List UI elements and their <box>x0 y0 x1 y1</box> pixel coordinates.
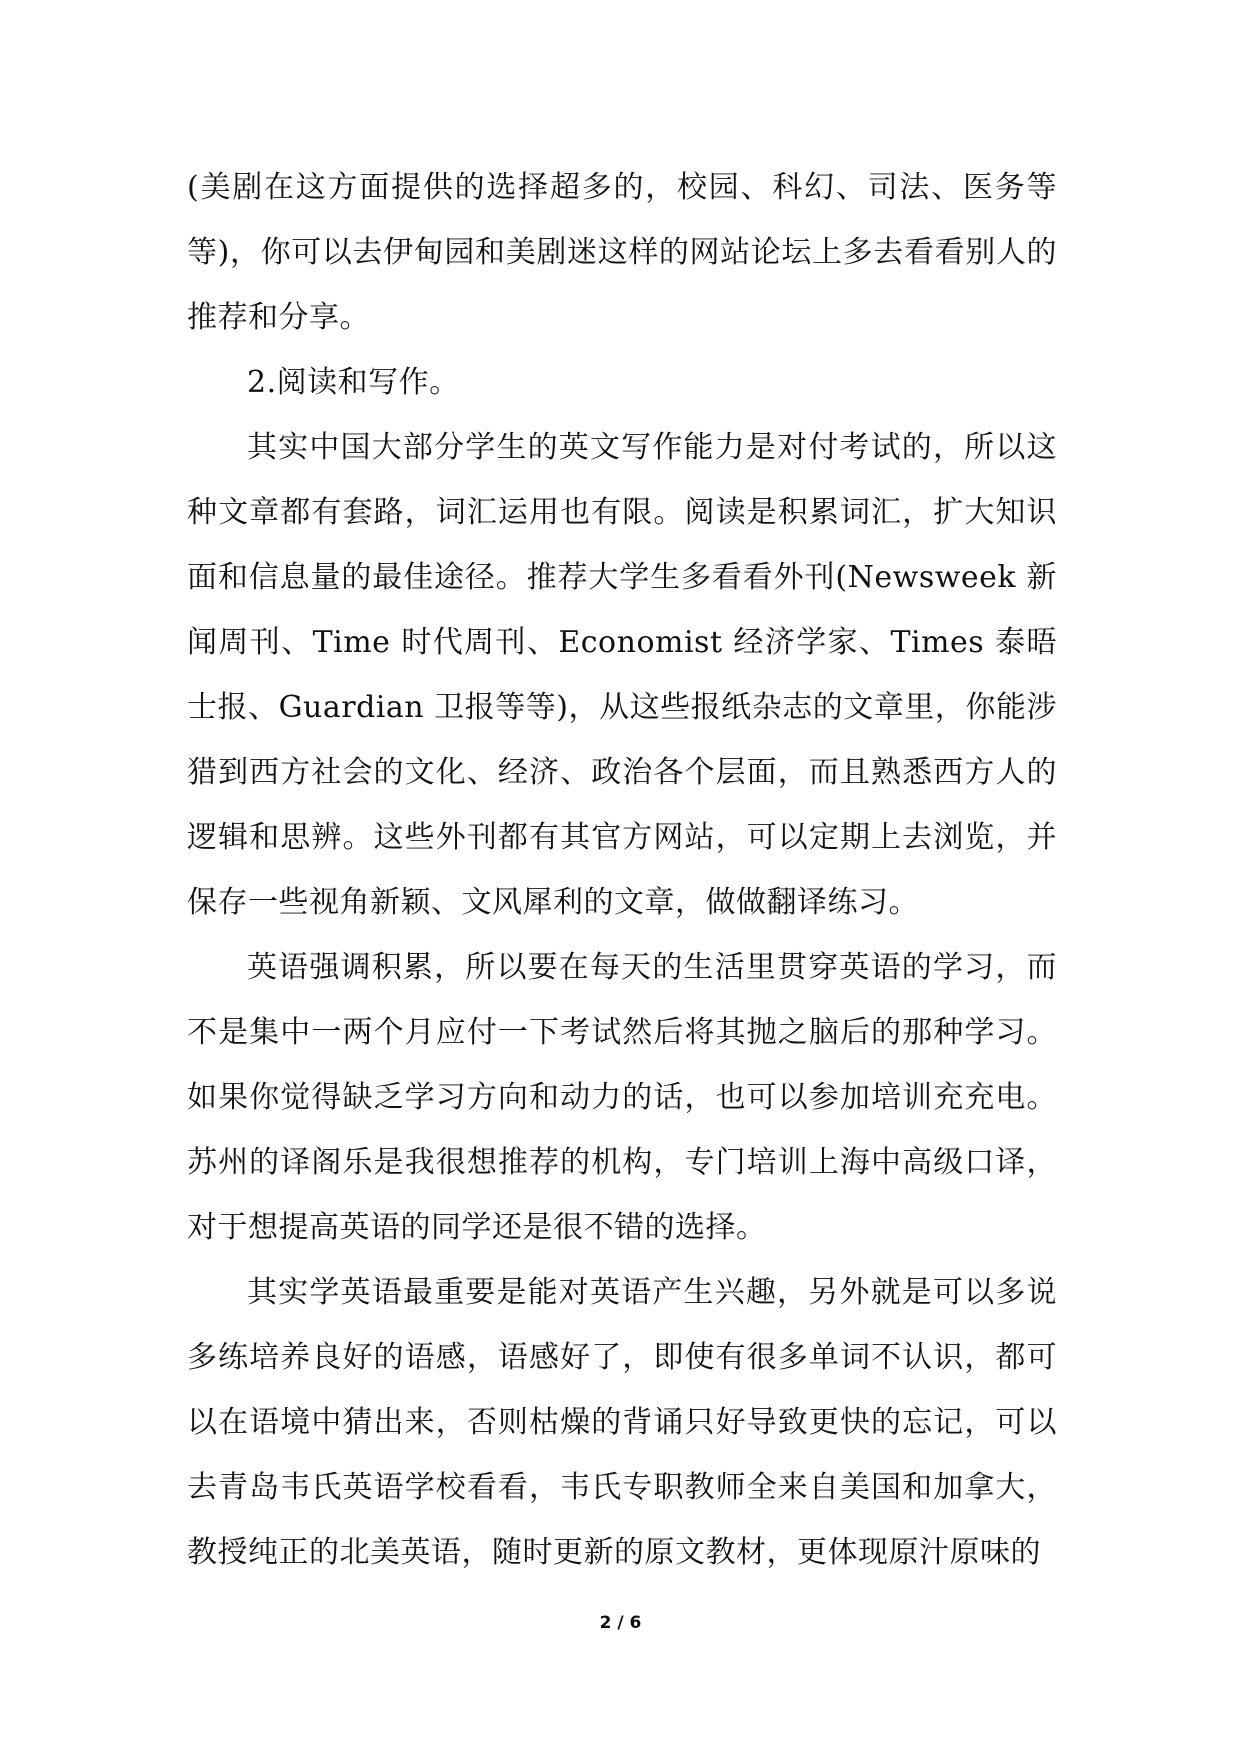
paragraph-interest: 其实学英语最重要是能对英语产生兴趣，另外就是可以多说多练培养良好的语感，语感好了，即使有很多单词不认识，都可以在语境中猜出来，否则枯燥的背诵只好导致更快的忘记，可以去青岛韦氏英语学校看看，韦氏专职教师全来自美国和加拿大，教授纯正的北美英语，随时更新的原文教材，更体现原汁原味的 <box>187 1275 1057 1570</box>
paragraph-continued: (美剧在这方面提供的选择超多的，校园、科幻、司法、医务等等)，你可以去伊甸园和美剧迷这样的网站论坛上多去看看别人的推荐和分享。 <box>187 170 1057 335</box>
page-number: 2 / 6 <box>599 1613 642 1633</box>
document-body <box>187 155 1057 1585</box>
paragraph-reading: 其实中国大部分学生的英文写作能力是对付考试的，所以这种文章都有套路，词汇运用也有限。阅读是积累词汇，扩大知识面和信息量的最佳途径。推荐大学生多看看外刊(Newsweek 新闻周刊、Time 时代周刊、Economist 经济学家、Times 泰晤士报、Guardian 卫报等等)，从这些报纸杂志的文章里，你能涉猎到西方社会的文化、经济、政治各个层面，而且熟悉西方人的逻辑和思辨。这些外刊都有其官方网站，可以定期上去浏览，并保存一些视角新颖、文风犀利的文章，做做翻译练习。 <box>187 430 1057 920</box>
paragraph-accumulation: 英语强调积累，所以要在每天的生活里贯穿英语的学习，而不是集中一两个月应付一下考试然后将其抛之脑后的那种学习。如果你觉得缺乏学习方向和动力的话，也可以参加培训充充电。苏州的译阁乐是我很想推荐的机构，专门培训上海中高级口译，对于想提高英语的同学还是很不错的选择。 <box>187 950 1057 1245</box>
section-heading-reading-writing: 2.阅读和写作。 <box>247 365 460 400</box>
